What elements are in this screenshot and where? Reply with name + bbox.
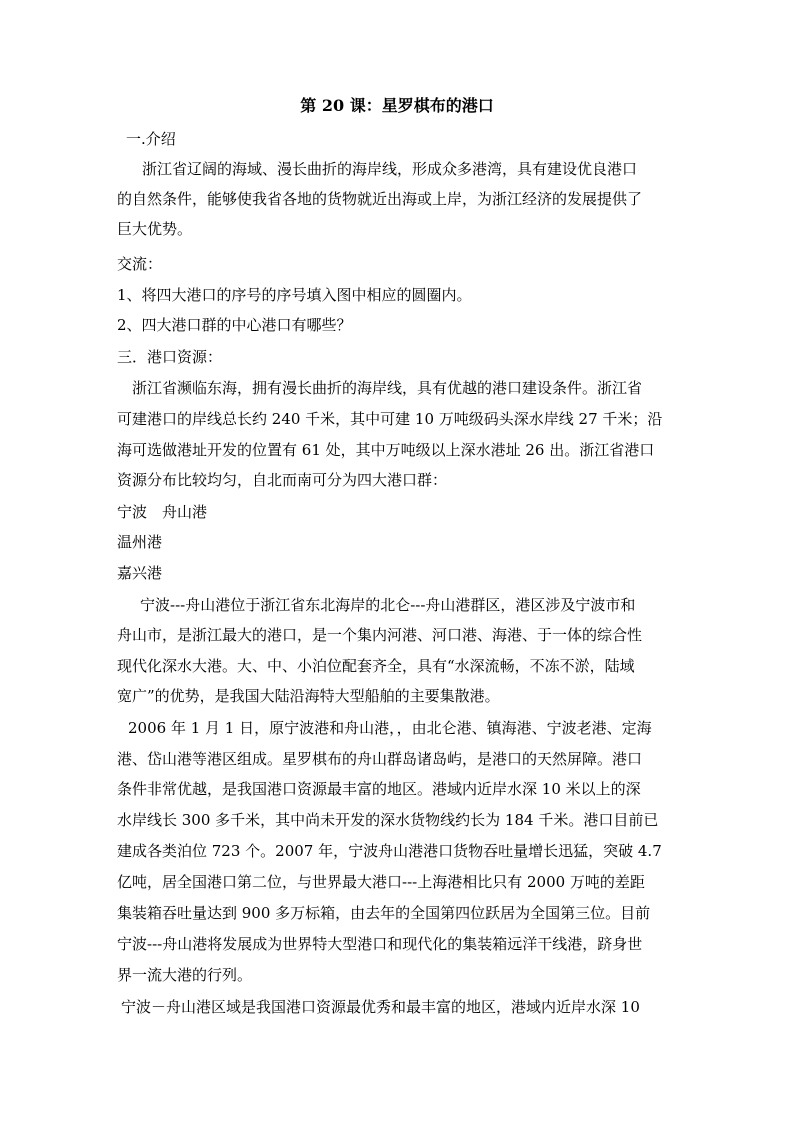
section-heading-intro: 一.介绍 — [126, 130, 176, 148]
port-list-item: 嘉兴港 — [117, 564, 163, 582]
paragraph-line: 宽广”的优势，是我国大陆沿海特大型船舶的主要集散港。 — [117, 687, 500, 705]
paragraph-line: 浙江省濒临东海，拥有漫长曲折的海岸线，具有优越的港口建设条件。浙江省 — [132, 379, 643, 397]
section-heading-resources: 三．港口资源： — [117, 348, 223, 366]
paragraph-line: 海可选做港址开发的位置有 61 处，其中万吨级以上深水港址 26 出。浙江省港口 — [117, 441, 655, 459]
paragraph-line: 水岸线长 300 多千米，其中尚未开发的深水货物线约长为 184 千米。港口目前已 — [117, 811, 659, 829]
paragraph-line: 港、岱山港等港区组成。星罗棋布的舟山群岛诸岛屿，是港口的天然屏障。港口 — [117, 750, 643, 768]
paragraph-line: 可建港口的岸线总长约 240 千米，其中可建 10 万吨级码头深水岸线 27 千米；沿 — [117, 410, 663, 428]
paragraph-line: 宁波---舟山港位于浙江省东北海岸的北仑---舟山港群区，港区涉及宁波市和 — [140, 596, 636, 614]
question-item: 2、四大港口群的中心港口有哪些？ — [117, 316, 352, 334]
port-list-item: 宁波 舟山港 — [117, 503, 208, 521]
paragraph-line: 资源分布比较均匀，自北而南可分为四大港口群： — [117, 471, 448, 489]
paragraph-line: 亿吨，居全国港口第二位，与世界最大港口---上海港相比只有 2000 万吨的差距 — [117, 873, 645, 891]
paragraph-line: 宁波－舟山港区域是我国港口资源最优秀和最丰富的地区，港域内近岸水深 10 — [121, 998, 640, 1016]
paragraph-line: 集装箱吞吐量达到 900 多万标箱，由去年的全国第四位跃居为全国第三位。目前 — [117, 904, 651, 922]
exchange-label: 交流： — [117, 255, 163, 273]
paragraph-line: 舟山市，是浙江最大的港口，是一个集内河港、河口港、海港、于一体的综合性 — [117, 626, 643, 644]
paragraph-line: 建成各类泊位 723 个。2007 年，宁波舟山港港口货物吞吐量增长迅猛，突破 4.7 — [117, 842, 662, 860]
paragraph-line: 现代化深水大港。大、中、小泊位配套齐全，具有“水深流畅，不冻不淤，陆域 — [117, 657, 635, 675]
paragraph-line: 界一流大港的行列。 — [117, 966, 253, 984]
paragraph-line: 条件非常优越，是我国港口资源最丰富的地区。港域内近岸水深 10 米以上的深 — [117, 780, 641, 798]
question-item: 1、将四大港口的序号的序号填入图中相应的圆圈内。 — [117, 286, 472, 304]
paragraph-line: 宁波---舟山港将发展成为世界特大型港口和现代化的集装箱远洋干线港，跻身世 — [117, 935, 643, 953]
paragraph-line: 巨大优势。 — [117, 220, 193, 238]
paragraph-line: 2006 年 1 月 1 日，原宁波港和舟山港，，由北仑港、镇海港、宁波老港、定海 — [128, 719, 652, 737]
paragraph-line: 浙江省辽阔的海域、漫长曲折的海岸线，形成众多港湾，具有建设优良港口 — [142, 160, 638, 178]
port-list-item: 温州港 — [117, 533, 163, 551]
paragraph-line: 的自然条件，能够使我省各地的货物就近出海或上岸，为浙江经济的发展提供了 — [117, 190, 643, 208]
page-title: 第 20 课：星罗棋布的港口 — [300, 96, 494, 115]
